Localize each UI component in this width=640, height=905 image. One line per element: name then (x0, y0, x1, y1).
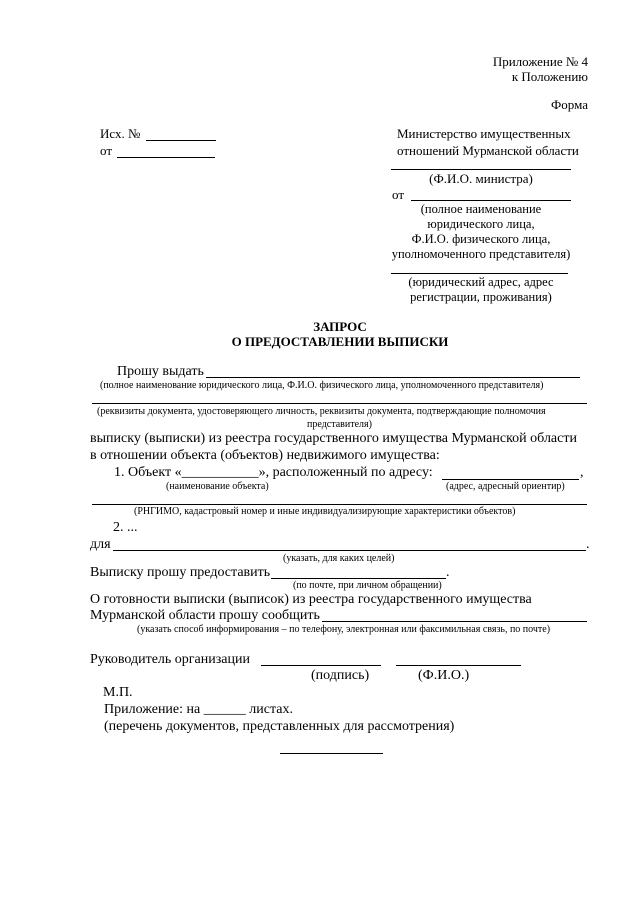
addressee-line-1: Министерство имущественных (397, 126, 571, 141)
object-prefix: 1. Объект « (114, 465, 182, 480)
rngimo-note: (РНГИМО, кадастровый номер и иные индивидуализирующие характеристики объектов) (134, 506, 516, 517)
document-details-line (92, 403, 587, 404)
item-2: 2. ... (113, 520, 138, 535)
document-details-note: (реквизиты документа, удостоверяющего личность, реквизиты документа, подтверждающие полномочия (97, 406, 546, 417)
applicant-hint-3: Ф.И.О. физического лица, (411, 232, 551, 246)
notify-line-1: О готовности выписки (выписок) из реестра государственного имущества (90, 592, 532, 607)
document-details-note-2: представителя) (307, 419, 372, 430)
attachment-suffix: листах. (249, 702, 293, 717)
outgoing-date-label: от (100, 143, 113, 158)
purpose-note: (указать, для каких целей) (283, 553, 395, 564)
signature-note: (подпись) (311, 668, 370, 683)
applicant-from-label: от (392, 187, 405, 202)
addressee-line-2: отношений Мурманской области (397, 143, 579, 158)
object-suffix: », расположенный по адресу: (258, 465, 433, 480)
closing-line (280, 753, 383, 754)
document-title-line-2: О ПРЕДОСТАВЛЕНИИ ВЫПИСКИ (231, 334, 449, 349)
request-label: Прошу выдать (117, 364, 204, 379)
object-name-note: (наименование объекта) (166, 481, 269, 492)
object-address-line (442, 479, 579, 480)
address-hint-2: регистрации, проживания) (410, 290, 552, 304)
outgoing-number-line (146, 140, 216, 141)
object-address-note: (адрес, адресный ориентир) (446, 481, 565, 492)
signature-line (261, 665, 381, 666)
delivery-label: Выписку прошу предоставить (90, 565, 271, 580)
regulation-reference: к Положению (511, 69, 588, 84)
outgoing-date-line (117, 157, 215, 158)
notify-note: (указать способ информирования – по телефону, электронная или факсимильная связь, по почте) (137, 624, 551, 635)
head-label: Руководитель организации (90, 652, 250, 667)
object-line (114, 466, 433, 480)
attachment-count-blank: ______ (203, 702, 246, 717)
seal-label: М.П. (103, 685, 133, 700)
applicant-hint-1: (полное наименование (420, 202, 542, 216)
address-hint-1: (юридический адрес, адрес (408, 275, 554, 289)
purpose-line (113, 550, 586, 551)
request-applicant-note: (полное наименование юридического лица, Ф.И.О. физического лица, уполномоченного представителя) (100, 380, 544, 391)
name-line (396, 665, 521, 666)
delivery-line (271, 578, 446, 579)
outgoing-number-label: Исх. № (100, 126, 141, 141)
purpose-end: . (586, 537, 590, 552)
purpose-label: для (90, 537, 111, 552)
delivery-end: . (446, 565, 450, 580)
applicant-hint-2: юридического лица, (427, 217, 535, 231)
extract-text-line-2: в отношении объекта (объектов) недвижимого имущества: (90, 448, 440, 463)
appendix-number: Приложение № 4 (492, 54, 588, 69)
attachment-line (104, 703, 293, 717)
name-note: (Ф.И.О.) (418, 668, 470, 683)
attachment-prefix: Приложение: на (104, 702, 201, 717)
form-label: Форма (551, 97, 588, 112)
applicant-address-line (391, 273, 568, 274)
attachment-note: (перечень документов, представленных для рассмотрения) (104, 719, 455, 734)
delivery-note: (по почте, при личном обращении) (293, 580, 442, 591)
minister-name-line (391, 169, 571, 170)
object-name-blank: ___________ (181, 465, 259, 480)
notify-line (322, 621, 587, 622)
document-title-line-1: ЗАПРОС (313, 319, 367, 334)
applicant-hint-4: уполномоченного представителя) (391, 247, 571, 261)
minister-name-hint: (Ф.И.О. министра) (429, 171, 533, 186)
request-applicant-line (206, 377, 580, 378)
extract-text-line-1: выписку (выписки) из реестра государственного имущества Мурманской области (90, 431, 577, 446)
object-details-line (92, 504, 587, 505)
applicant-from-line (411, 200, 571, 201)
object-address-end: , (580, 465, 584, 480)
notify-line-2: Мурманской области прошу сообщить (90, 608, 320, 623)
